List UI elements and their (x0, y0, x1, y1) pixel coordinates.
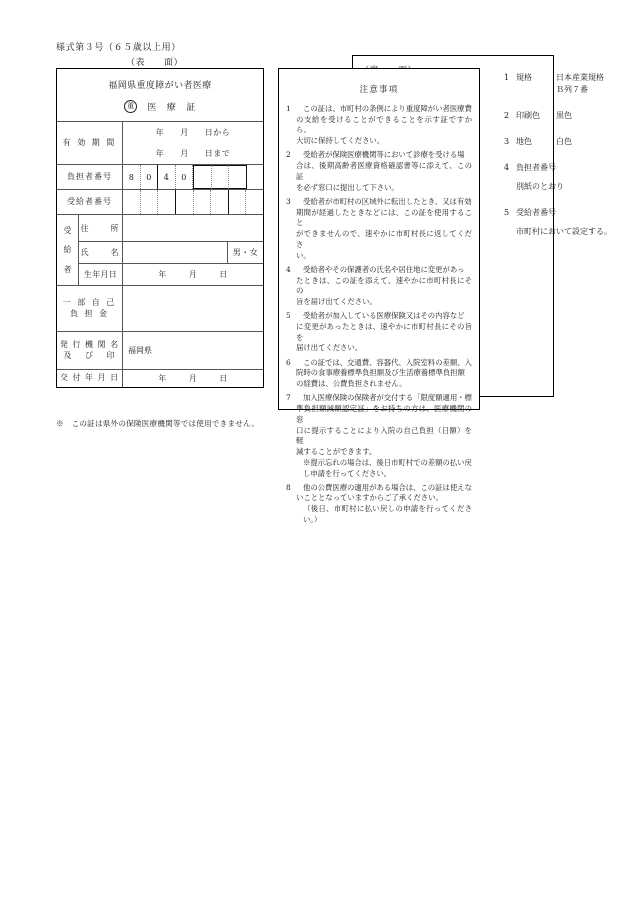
recipient-block (57, 215, 263, 286)
spec-body (516, 162, 628, 193)
validity-from-line (123, 122, 263, 143)
spec-key: 受給者番号 (516, 208, 556, 217)
recipient-digit-2[interactable] (141, 190, 159, 214)
validity-from-year: 年 (155, 128, 165, 137)
spec-value (556, 162, 628, 174)
payer-digit-3[interactable]: 4 (158, 165, 176, 189)
note-line: に変更があったときは、速やかに市町村長にその旨を (296, 321, 472, 342)
note-number: 4 (286, 264, 291, 274)
note-body (296, 265, 472, 308)
spec-number: 1 (504, 73, 510, 82)
spec-value: 黒色 (556, 111, 572, 120)
spec-value (556, 207, 628, 219)
copayment-label-line1: 一 部 自 己 (62, 297, 117, 307)
note-line: 合は、後期高齢者医療資格確認書等に添えて、この証 (296, 161, 472, 181)
dob-year: 年 (158, 270, 167, 279)
validity-to-month: 月 (180, 149, 189, 158)
note-line: ができませんので、速やかに市町村長に返してくださ (296, 229, 472, 249)
note-body (296, 311, 472, 354)
sex-field[interactable]: 男・女 (227, 242, 263, 263)
subtitle-char-2: 療 (166, 103, 177, 113)
validity-period-label: 有 効 期 間 (57, 122, 123, 164)
note-line: 準負担額減額認定証」をお持ちの方は、医療機関の窓 (296, 404, 472, 424)
card-footnote: ※ この証は県外の保険医療機関等では使用できません。 (56, 419, 260, 428)
front-side-label: （表 面） (126, 58, 184, 68)
payer-number-label: 負担者番号 (57, 165, 123, 189)
spec-sub-value: Ｂ列７番 (556, 85, 588, 94)
recipient-side-char-2: 給 (63, 245, 72, 255)
card-title: 福岡県重度障がい者医療 (108, 81, 212, 91)
spec-item (504, 207, 628, 238)
spec-number: 2 (504, 111, 510, 120)
spec-key: 印刷色 (516, 111, 540, 120)
note-body (296, 197, 472, 261)
note-line: 加入医療保険の保険者が交付する「限度額適用・標 (303, 393, 472, 403)
issue-date-field[interactable] (123, 370, 263, 387)
payer-digit-1[interactable]: 8 (123, 165, 141, 189)
payer-number-grid[interactable] (123, 165, 263, 189)
note-line: 旨を届け出てください。 (296, 296, 377, 306)
address-field[interactable] (123, 215, 263, 241)
note-item (286, 311, 472, 354)
payer-digit-8[interactable] (247, 165, 264, 189)
issue-date-row (57, 370, 263, 387)
spec-key: 規格 (516, 73, 532, 82)
recipient-side-char-3: 者 (63, 264, 72, 274)
payer-digit-7[interactable] (229, 165, 247, 189)
recipient-digit-7[interactable] (229, 190, 247, 214)
note-body (296, 358, 472, 390)
note-line: たときは、この証を添えて、速やかに市町村長にその (296, 275, 472, 296)
validity-to-year: 年 (155, 149, 165, 158)
notes-title: 注意事項 (359, 85, 399, 95)
card-header (57, 69, 263, 122)
name-row (79, 242, 263, 264)
medical-certificate-card (56, 68, 264, 388)
subtitle-char-3: 証 (186, 103, 196, 113)
recipient-fields (79, 215, 263, 285)
validity-from-day: 日から (204, 128, 231, 137)
payer-digit-2[interactable]: 0 (141, 165, 159, 189)
note-line: を必ず窓口に提出して下さい。 (296, 182, 399, 192)
note-item (286, 483, 472, 526)
spec-number: 3 (504, 137, 510, 146)
address-label: 住 所 (79, 215, 123, 241)
spec-line (516, 110, 628, 122)
note-item (286, 393, 472, 479)
note-line: 受給者やその保護者の氏名や居住地に変更があっ (303, 264, 465, 274)
note-line: 期間が経過したときなどには、この証を使用すること (296, 207, 472, 228)
note-subline: ※提示忘れの場合は、後日市町村での差額の払い戻 (303, 457, 472, 467)
notes-panel (278, 68, 480, 524)
spec-stacked-value: 別紙のとおり (516, 182, 564, 191)
copayment-field[interactable] (123, 286, 263, 331)
note-number: 2 (286, 150, 291, 160)
spec-body (516, 72, 628, 96)
copayment-label (57, 286, 123, 331)
note-subline: （後日、市町村に払い戻しの申請を行ってください。） (303, 504, 472, 524)
note-line: この証は、市町村の条例により重度障がい者医療費 (303, 104, 472, 113)
payer-digit-6[interactable] (212, 165, 230, 189)
recipient-number-grid[interactable] (123, 190, 263, 214)
note-subline: し申請を行ってください。 (303, 468, 392, 478)
copayment-row (57, 286, 263, 332)
issue-date-label: 交 付 年 月 日 (57, 370, 123, 387)
note-item (286, 150, 472, 193)
spec-value: 白色 (556, 137, 572, 146)
recipient-side-char-1: 受 (63, 226, 72, 236)
address-row (79, 215, 263, 242)
validity-to-line (123, 143, 263, 164)
note-number: 8 (286, 482, 291, 492)
spec-body (516, 207, 628, 238)
payer-number-row (57, 165, 263, 190)
recipient-digit-5[interactable] (194, 190, 212, 214)
validity-period-value[interactable] (123, 122, 263, 164)
dob-day: 日 (219, 270, 228, 279)
note-line: の支給を受けることができることを示す証ですから、 (296, 114, 472, 135)
note-item (286, 197, 472, 261)
note-line: 口に提示することにより入院の自己負担（日額）を軽 (296, 425, 472, 446)
note-number: 1 (286, 104, 291, 113)
copayment-label-line2: 負 担 金 (69, 308, 110, 318)
issue-date-line (123, 373, 263, 384)
note-line: 院時の食事療養標準負担額及び生活療養標準負担額 (296, 368, 465, 378)
recipient-number-row (57, 190, 263, 215)
note-body (296, 393, 472, 479)
note-body (296, 150, 472, 193)
note-item (286, 358, 472, 390)
form-number: 様式第３号（６５歳以上用） (56, 43, 181, 53)
spec-item (504, 72, 628, 96)
issuer-label-line2: 及 び 印 (63, 350, 116, 360)
circled-seal-icon: 重 (124, 100, 137, 113)
note-line: 他の公費医療の適用がある場合は、この証は使えな (303, 482, 472, 492)
note-number: 3 (286, 196, 291, 206)
issuer-label-line1: 発 行 機 関 名 (59, 339, 120, 349)
spec-number: 5 (504, 208, 510, 217)
note-line: の経費は、公費負担されません。 (296, 379, 407, 389)
dob-month: 月 (188, 270, 198, 279)
spec-item (504, 136, 628, 148)
spec-line (516, 207, 628, 219)
spec-line (516, 162, 628, 174)
specification-list (504, 72, 628, 252)
note-line: 減することができます。 (296, 447, 377, 457)
dob-label: 生年月日 (79, 264, 123, 285)
recipient-digit-8[interactable] (246, 190, 263, 214)
spec-item (504, 162, 628, 193)
spec-line (516, 136, 628, 148)
dob-row (79, 264, 263, 285)
note-line: 受給者が加入している医療保険又はその内容など (303, 311, 465, 321)
dob-line (123, 269, 263, 280)
note-line: 受給者が保険医療機関等において診療を受ける場 (303, 150, 465, 160)
spec-item (504, 110, 628, 122)
recipient-digit-6[interactable] (211, 190, 229, 214)
spec-value: 日本産業規格 (556, 73, 604, 82)
note-number: 7 (286, 393, 291, 403)
spec-line (516, 72, 628, 84)
note-line: 受給者が市町村の区域外に転出したとき、又は有効 (303, 196, 472, 206)
spec-key: 地色 (516, 137, 532, 146)
note-number: 6 (286, 357, 291, 367)
note-line: この証では、交通費、容器代、入院室料の差額、入 (303, 357, 472, 367)
issuer-row (57, 332, 263, 370)
recipient-digit-1[interactable] (123, 190, 141, 214)
note-line: いこととなっていますからご了承ください。 (296, 493, 443, 503)
name-field[interactable] (123, 242, 227, 263)
spec-stacked-value: 市町村において設定する。 (516, 227, 612, 236)
note-item (286, 104, 472, 147)
recipient-side-label (57, 215, 79, 285)
spec-body (516, 110, 628, 122)
payer-digit-4[interactable]: 0 (176, 165, 194, 189)
note-item (286, 265, 472, 308)
note-body (296, 104, 472, 147)
spec-key: 負担者番号 (516, 163, 556, 172)
issuer-field[interactable]: 福岡県 (128, 346, 152, 355)
spec-body (516, 136, 628, 148)
recipient-digit-4[interactable] (176, 190, 194, 214)
validity-period-row (57, 122, 263, 165)
note-line: 大切に保持してください。 (296, 136, 385, 146)
issuer-label (57, 332, 123, 369)
validity-from-month: 月 (180, 128, 189, 137)
subtitle-char-1: 医 (147, 103, 157, 113)
note-line: い。 (296, 250, 311, 260)
payer-digit-5[interactable] (193, 165, 212, 189)
issue-date-month: 月 (188, 374, 198, 383)
issue-date-day: 日 (219, 374, 228, 383)
dob-field[interactable] (123, 264, 263, 285)
recipient-digit-3[interactable] (158, 190, 176, 214)
card-subtitle (57, 100, 263, 113)
spec-number: 4 (504, 163, 510, 172)
recipient-number-label: 受給者番号 (57, 190, 123, 214)
name-label: 氏 名 (79, 242, 123, 263)
issue-date-year: 年 (158, 374, 167, 383)
notes-list (286, 104, 472, 526)
validity-to-day: 日まで (204, 149, 231, 158)
note-line: 届け出てください。 (296, 343, 363, 353)
note-number: 5 (286, 311, 291, 321)
note-body (296, 483, 472, 526)
